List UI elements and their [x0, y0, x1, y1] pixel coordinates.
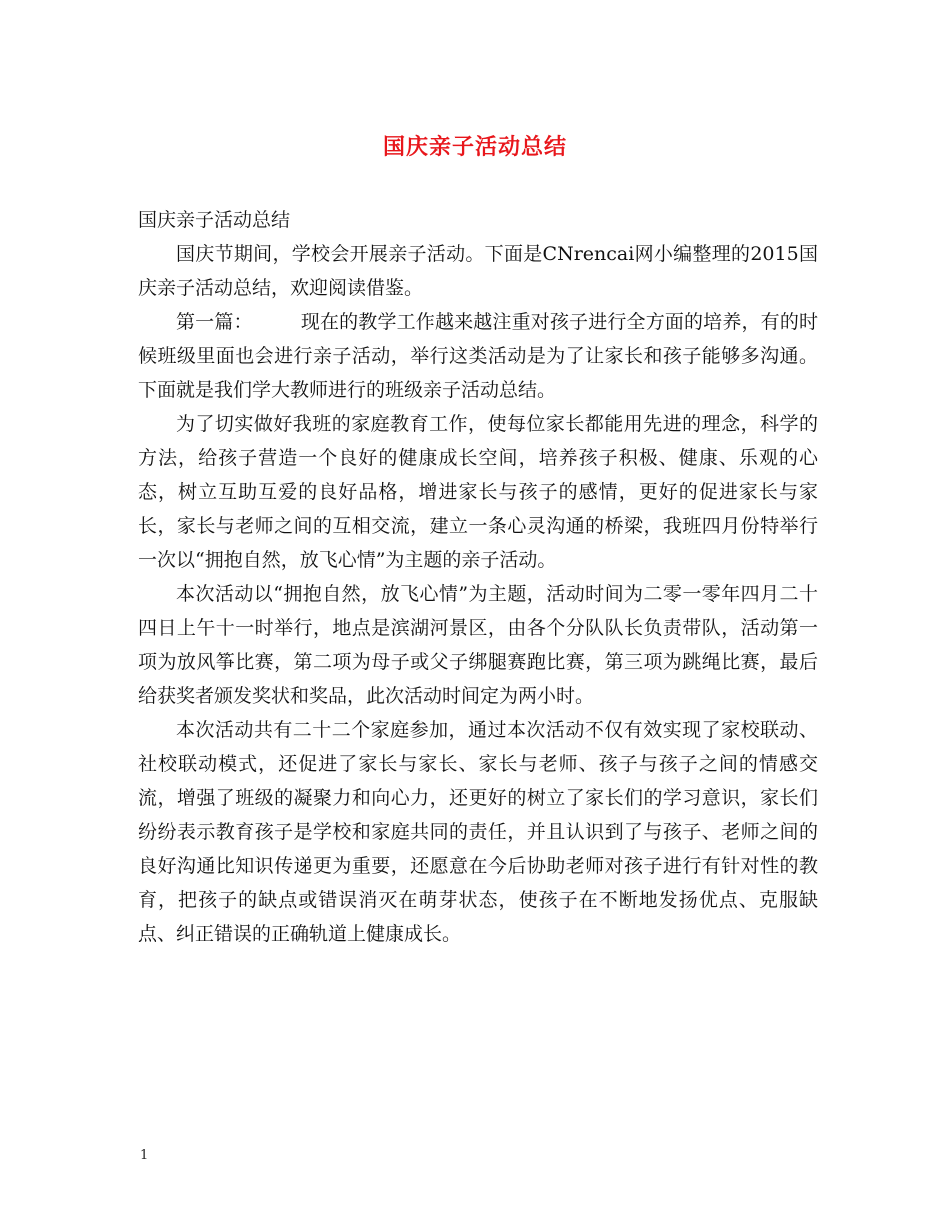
page-number: 1 [140, 1148, 149, 1163]
activity-details-paragraph: 本次活动以“拥抱自然，放飞心情”为主题，活动时间为二零一零年四月二十四日上午十一时举行，地点是滨湖河景区，由各个分队队长负责带队，活动第一项为放风筝比赛，第二项为母子或父子绑腿赛跑比赛，第三项为跳绳比赛，最后给获奖者颁发奖状和奖品，此次活动时间定为两小时。 [138, 583, 818, 707]
chapter-paragraph [138, 305, 818, 407]
subtitle-line: 国庆亲子活动总结 [138, 209, 291, 231]
intro-paragraph: 国庆节期间，学校会开展亲子活动。下面是CNrencai网小编整理的2015国庆亲子活动总结，欢迎阅读借鉴。 [138, 243, 818, 299]
chapter-label: 第一篇： [176, 311, 253, 333]
document-title: 国庆亲子活动总结 [382, 134, 567, 160]
purpose-paragraph: 为了切实做好我班的家庭教育工作，使每位家长都能用先进的理念，科学的方法，给孩子营造一个良好的健康成长空间，培养孩子积极、健康、乐观的心态，树立互助互爱的良好品格，增进家长与孩子的感情，更好的促进家长与家长，家长与老师之间的互相交流，建立一条心灵沟通的桥梁，我班四月份特举行一次以“拥抱自然，放飞心情”为主题的亲子活动。 [138, 413, 818, 571]
chapter-text: 现在的教学工作越来越注重对孩子进行全方面的培养，有的时候班级里面也会进行亲子活动，举行这类活动是为了让家长和孩子能够多沟通。下面就是我们学大教师进行的班级亲子活动总结。 [138, 311, 818, 401]
outcome-paragraph: 本次活动共有二十二个家庭参加，通过本次活动不仅有效实现了家校联动、社校联动模式，还促进了家长与家长、家长与老师、孩子与孩子之间的情感交流，增强了班级的凝聚力和向心力，还更好的树立了家长们的学习意识，家长们纷纷表示教育孩子是学校和家庭共同的责任，并且认识到了与孩子、老师之间的良好沟通比知识传递更为重要，还愿意在今后协助老师对孩子进行有针对性的教育，把孩子的缺点或错误消灭在萌芽状态，使孩子在不断地发扬优点、克服缺点、纠正错误的正确轨道上健康成长。 [138, 719, 818, 945]
document-body [138, 203, 818, 951]
